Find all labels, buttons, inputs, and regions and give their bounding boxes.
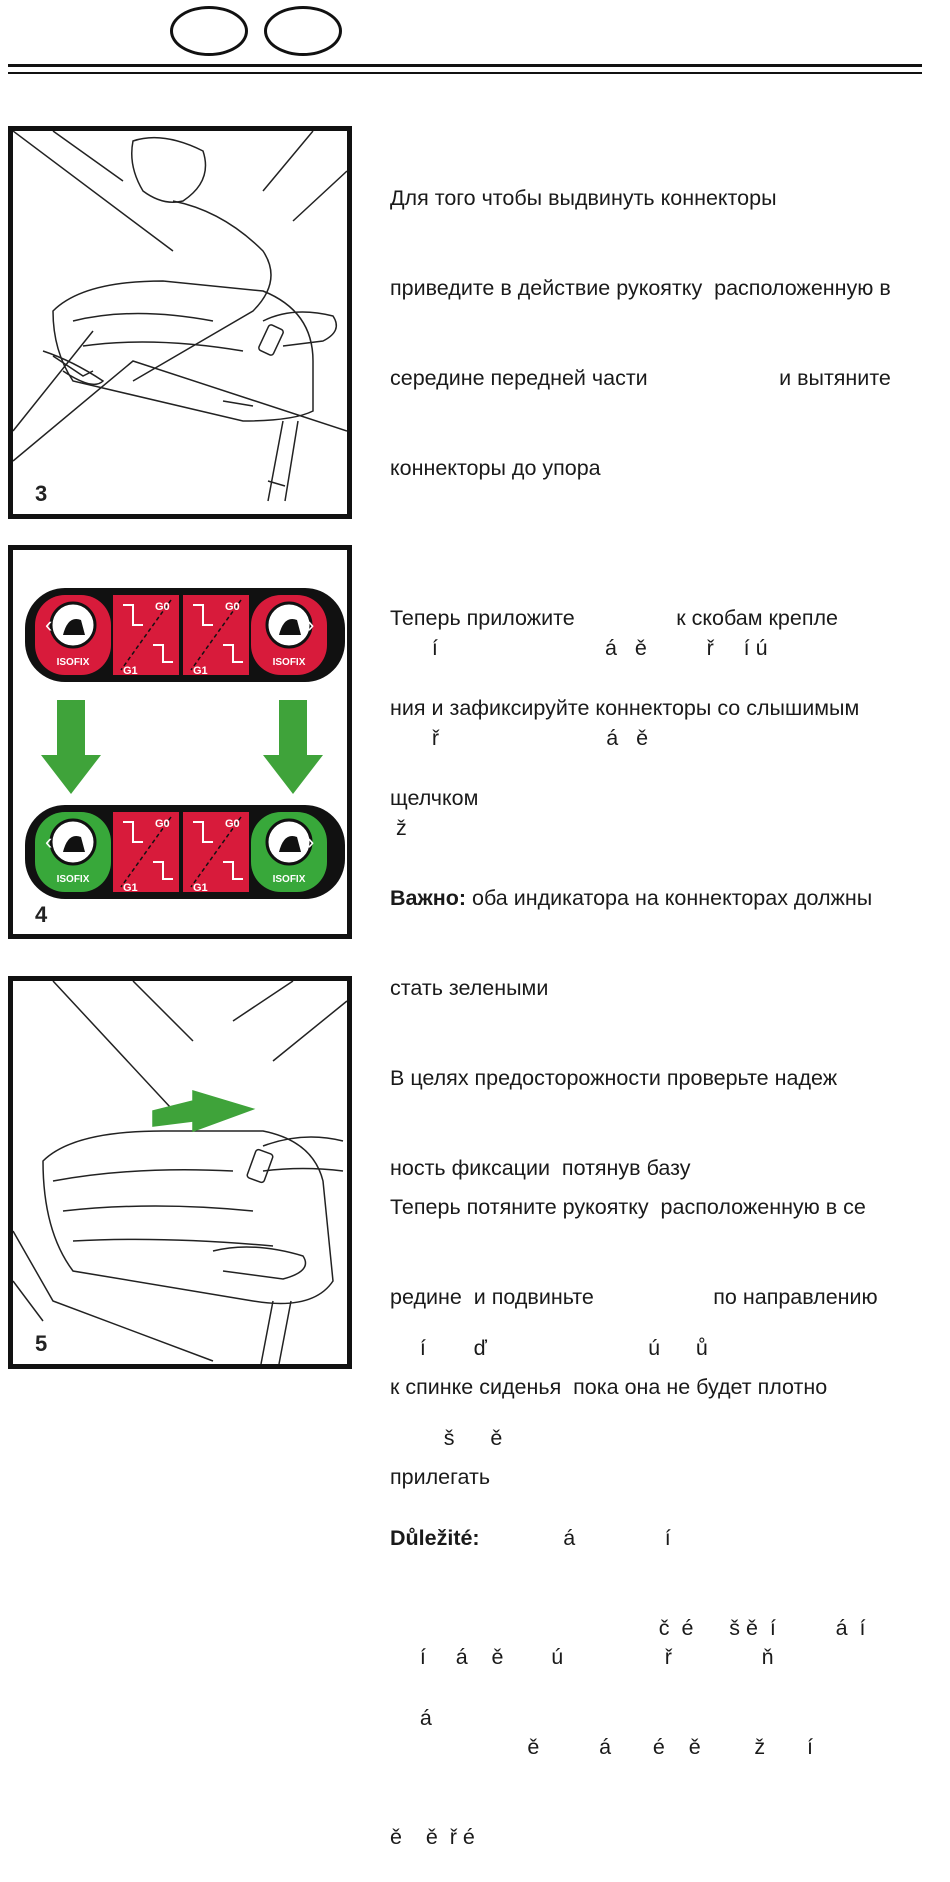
step-5-ru-line: прилегать — [390, 1465, 491, 1489]
g1-label: G1 — [123, 882, 138, 894]
isofix-label: ISOFIX — [272, 874, 306, 885]
g0-label: G0 — [225, 818, 240, 830]
step-5-cz-line: ě á é ě ž í — [390, 1735, 813, 1759]
isofix-label: ISOFIX — [272, 657, 306, 668]
push-arrow-icon — [153, 1091, 253, 1131]
step-4-ru-important-label: Важно: — [390, 886, 467, 910]
step-4-ru-line: щелчком — [390, 786, 479, 810]
step-4-ru-line: Теперь приложите к скобам крепле — [390, 606, 838, 630]
step-4-ru-line: ния и зафиксируйте коннекторы со слышимым — [390, 696, 860, 720]
step-5-ru-line: к спинке сиденья пока она не будет плотно — [390, 1375, 828, 1399]
isofix-indicator-diagram — [13, 550, 347, 934]
step-4-cz-line: á — [390, 1706, 432, 1730]
arrow-down-icon — [41, 700, 101, 794]
step-4-cz-important-text: á í — [479, 1526, 671, 1550]
step-4-ru-line: В целях предосторожности проверьте надеж — [390, 1066, 838, 1090]
step-5-ru-line: редине и подвиньте по направлению — [390, 1285, 878, 1309]
step-4-illustration — [8, 545, 352, 939]
g0-label: G0 — [225, 601, 240, 613]
step-5-ru-line: Теперь потяните рукоятку расположенную в се — [390, 1195, 866, 1219]
svg-text:›: › — [307, 829, 315, 854]
step-3-ru-line: середине передней части и вытяните — [390, 366, 891, 390]
svg-text:‹: ‹ — [45, 612, 53, 637]
g1-label: G1 — [193, 665, 208, 677]
step-4-ru-line: ность фиксации потянув базу — [390, 1156, 691, 1180]
g0-label: G0 — [155, 818, 170, 830]
g0-label: G0 — [155, 601, 170, 613]
svg-text:‹: ‹ — [45, 829, 53, 854]
language-badge-1 — [170, 6, 248, 56]
step-5-text — [390, 1132, 930, 1882]
step-3-drawing — [13, 131, 347, 514]
step-4-ru-important-text: оба индикатора на коннекторах должны — [466, 886, 873, 910]
isofix-label: ISOFIX — [56, 657, 90, 668]
step-3-ru-line: Для того чтобы выдвинуть коннекторы — [390, 186, 777, 210]
step-3-cz-line: ž — [390, 816, 407, 840]
language-badge-2 — [264, 6, 342, 56]
step-3-cz-line: í á ě ř í ú — [390, 636, 768, 660]
svg-text:›: › — [307, 612, 315, 637]
step-4-number: 4 — [35, 902, 48, 927]
step-3-number: 3 — [35, 481, 48, 506]
step-5-drawing — [13, 981, 347, 1364]
arrow-down-icon — [263, 700, 323, 794]
step-5-cz-line: í á ě ú ř ň — [390, 1645, 774, 1669]
step-3-ru-line: коннекторы до упора — [390, 456, 601, 480]
step-3-illustration — [8, 126, 352, 519]
step-4-cz-line: í ď ú ů — [390, 1336, 708, 1360]
step-4-cz-important-label: Důležité: — [390, 1526, 480, 1550]
step-5-cz-line: ě ě ř é — [390, 1825, 475, 1849]
g1-label: G1 — [123, 665, 138, 677]
step-4-ru-line: стать зелеными — [390, 976, 549, 1000]
step-4-cz-line: š ě — [390, 1426, 503, 1450]
step-3-cz-line: ř á ě — [390, 726, 649, 750]
isofix-label: ISOFIX — [56, 874, 90, 885]
step-5-number: 5 — [35, 1331, 48, 1356]
g1-label: G1 — [193, 882, 208, 894]
header-rule-bottom — [8, 72, 922, 74]
step-3-ru-line: приведите в действие рукоятку расположенную в — [390, 276, 891, 300]
step-4-cz-line: č é š ě í á í — [390, 1616, 866, 1640]
header-rule-top — [8, 64, 922, 67]
step-5-illustration — [8, 976, 352, 1369]
